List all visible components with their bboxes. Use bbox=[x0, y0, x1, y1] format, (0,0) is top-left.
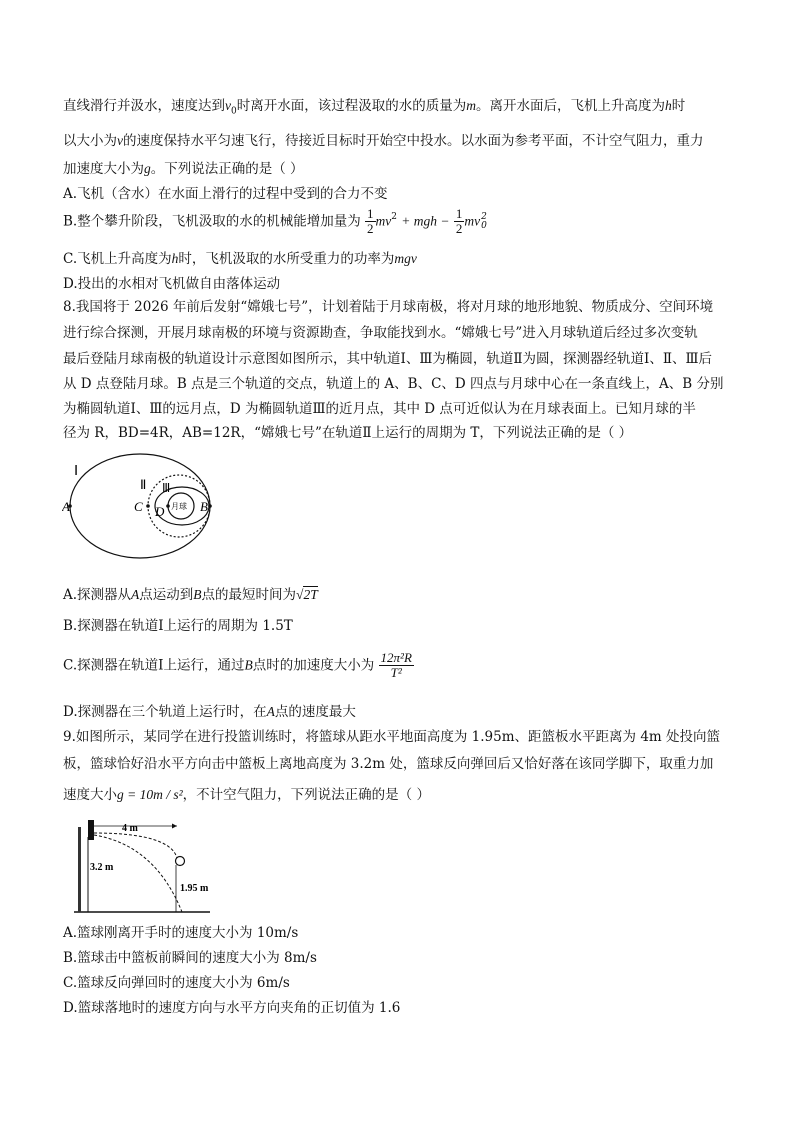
q7-text: C.飞机上升高度为 bbox=[63, 251, 172, 267]
q8-stem-line-1: 8.我国将于 2026 年前后发射“嫦娥七号”，计划着陆于月球南极，将对月球的地形地貌、物质成分、空间环境 bbox=[63, 299, 714, 315]
dist-arrowhead bbox=[172, 824, 177, 829]
q7-stem-line-3 bbox=[63, 160, 304, 178]
q7-text: 加速度大小为 bbox=[63, 161, 144, 177]
basketball bbox=[176, 857, 185, 866]
label-c: C bbox=[134, 499, 143, 514]
q9-text: 速度大小 bbox=[63, 787, 117, 803]
q8-stem-line-4: 从 D 点登陆月球。B 点是三个轨道的交点，轨道上的 A、B、C、D 四点与月球中心在一条直线上，A、B 分别 bbox=[63, 376, 724, 392]
backboard bbox=[88, 820, 94, 840]
q8-text: 点时的加速度大小为 bbox=[252, 657, 375, 674]
label-orbit-III: Ⅲ bbox=[162, 481, 171, 495]
q8-sqrt-expr: 2T bbox=[303, 587, 318, 602]
label-3p2m: 3.2 m bbox=[90, 862, 114, 873]
q8-text: 点的最短时间为 bbox=[201, 587, 297, 603]
label-a: A bbox=[62, 499, 70, 514]
q8-option-d bbox=[63, 703, 356, 721]
frac-num: 1 bbox=[455, 206, 463, 221]
q7-text: 时离开水面，该过程汲取的水的质量为 bbox=[236, 98, 467, 114]
q9-option-b: B.篮球击中篮板前瞬间的速度大小为 8m/s bbox=[63, 950, 317, 966]
q9-option-a: A.篮球刚离开手时的速度大小为 10m/s bbox=[63, 925, 299, 941]
q7-optb-frac1 bbox=[365, 207, 376, 236]
q8-optc-frac bbox=[379, 651, 414, 680]
q7-option-b: B.整个攀升阶段，飞机汲取的水的机械能增加量为 $\frac{1}{2}$ $mv^2$ + mgh − $\frac{1}{2}$ mv2 0 bbox=[63, 206, 487, 236]
q7-option-d: D.投出的水相对飞机做自由落体运动 bbox=[63, 276, 281, 292]
q7-text: 以大小为 bbox=[63, 133, 117, 149]
q7-text: 。离开水面后，飞机上升高度为 bbox=[475, 98, 665, 114]
q8-text: 点运动到 bbox=[139, 587, 194, 603]
q8-var: A bbox=[266, 704, 275, 719]
q8-text: C.探测器在轨道Ⅰ上运行，通过 bbox=[63, 657, 245, 674]
q7-option-a: A.飞机（含水）在水面上滑行的过程中受到的合力不变 bbox=[63, 186, 388, 202]
q8-stem-line-6: 径为 R，BD=4R，AB=12R，“嫦娥七号”在轨道Ⅱ上运行的周期为 T，下列说法正确的是（ ） bbox=[63, 425, 633, 441]
label-1p95m: 1.95 m bbox=[180, 883, 209, 894]
q8-stem-line-5: 为椭圆轨道Ⅰ、Ⅲ的远月点，D 为椭圆轨道Ⅲ的近月点，其中 D 点可近似认为在月球表面上。已知月球的半 bbox=[63, 401, 696, 417]
q7-optb-text: B.整个攀升阶段，飞机汲取的水的机械能增加量为 bbox=[63, 213, 361, 230]
point-d bbox=[166, 504, 170, 508]
q7-var-h: h bbox=[664, 98, 672, 113]
q7-optb-term: mv bbox=[375, 213, 392, 229]
q8-option-a: A.探测器从A点运动到B点的最短时间为√2T bbox=[63, 587, 318, 603]
q7-var-mgv: mgv bbox=[394, 251, 417, 266]
q7-stem-line-1 bbox=[63, 97, 685, 121]
q8-option-c bbox=[63, 651, 414, 680]
frac-num: 1 bbox=[367, 206, 374, 221]
label-orbit-I: Ⅰ bbox=[74, 464, 79, 479]
q8-var: B bbox=[193, 587, 202, 602]
q7-option-c bbox=[63, 250, 417, 268]
q9-formula-g: g = 10m / s² bbox=[117, 787, 183, 802]
q7-text: 时，飞机汲取的水所受重力的功率为 bbox=[178, 251, 395, 267]
basketball-diagram bbox=[70, 815, 220, 915]
q7-var-m: m bbox=[466, 98, 476, 113]
label-orbit-II: Ⅱ bbox=[140, 477, 147, 492]
q9-stem-line-3 bbox=[63, 786, 430, 804]
q9-option-c: C.篮球反向弹回时的速度大小为 6m/s bbox=[63, 975, 290, 991]
q7-var-v: v bbox=[117, 133, 123, 148]
trajectory-in bbox=[94, 833, 177, 858]
q9-text: ，不计空气阻力，下列说法正确的是（ ） bbox=[182, 787, 430, 803]
q7-stem-line-2 bbox=[63, 132, 704, 150]
q8-text: A.探测器从 bbox=[63, 587, 132, 603]
q7-text: 时 bbox=[671, 98, 686, 114]
frac-den: 2 bbox=[455, 221, 463, 236]
frac-num: 12π²R bbox=[380, 650, 412, 665]
q7-sub-0: 0 bbox=[231, 106, 237, 117]
q8-text: D.探测器在三个轨道上运行时，在 bbox=[63, 704, 267, 720]
q9-stem-line-2: 板，篮球恰好沿水平方向击中篮板上离地高度为 3.2m 处，篮球反向弹回后又恰好落在该同学脚下，取重力加 bbox=[63, 756, 714, 772]
q7-optb-term: mv bbox=[464, 213, 481, 229]
q7-text: 的速度保持水平匀速飞行，待接近目标时开始空中投水。以水面为参考平面，不计空气阻力，重力 bbox=[123, 133, 704, 149]
point-b bbox=[208, 504, 212, 508]
q7-optb-frac2 bbox=[454, 207, 465, 236]
q7-var-g: g bbox=[144, 161, 151, 176]
orbit-diagram bbox=[62, 448, 218, 564]
q7-var-h: h bbox=[171, 251, 179, 266]
q7-text: 。下列说法正确的是（ ） bbox=[150, 161, 304, 177]
q8-text: 点的速度最大 bbox=[274, 704, 356, 720]
pole bbox=[78, 827, 81, 912]
q9-stem-line-1: 9.如图所示，某同学在进行投篮训练时，将篮球从距水平地面高度为 1.95m、距篮板水平距离为 4m 处投向篮 bbox=[63, 729, 721, 745]
q9-option-d: D.篮球落地时的速度方向与水平方向夹角的正切值为 1.6 bbox=[63, 1000, 401, 1016]
q7-text: 直线滑行并汲水，速度达到 bbox=[63, 98, 225, 114]
label-b: B bbox=[200, 499, 208, 514]
label-d: D bbox=[155, 504, 165, 519]
q8-var: B bbox=[244, 657, 253, 673]
point-c bbox=[146, 504, 150, 508]
q8-stem-line-3: 最后登陆月球南极的轨道设计示意图如图所示，其中轨道Ⅰ、Ⅲ为椭圆，轨道Ⅱ为圆，探测器经轨道Ⅰ、Ⅱ、Ⅲ后 bbox=[63, 351, 713, 367]
label-4m: 4 m bbox=[122, 823, 138, 834]
frac-den: 2 bbox=[367, 221, 374, 236]
q8-var: A bbox=[131, 587, 140, 602]
q8-option-b: B.探测器在轨道Ⅰ上运行的周期为 1.5T bbox=[63, 618, 293, 634]
q8-stem-line-2: 进行综合探测，开展月球南极的环境与资源勘查，争取能找到水。“嫦娥七号”进入月球轨道后经过多次变轨 bbox=[63, 325, 698, 341]
q7-var-v: v bbox=[225, 98, 231, 113]
frac-den: T² bbox=[390, 665, 402, 680]
q7-optb-term: + mgh − bbox=[401, 213, 450, 229]
label-moon: 月球 bbox=[171, 502, 187, 511]
